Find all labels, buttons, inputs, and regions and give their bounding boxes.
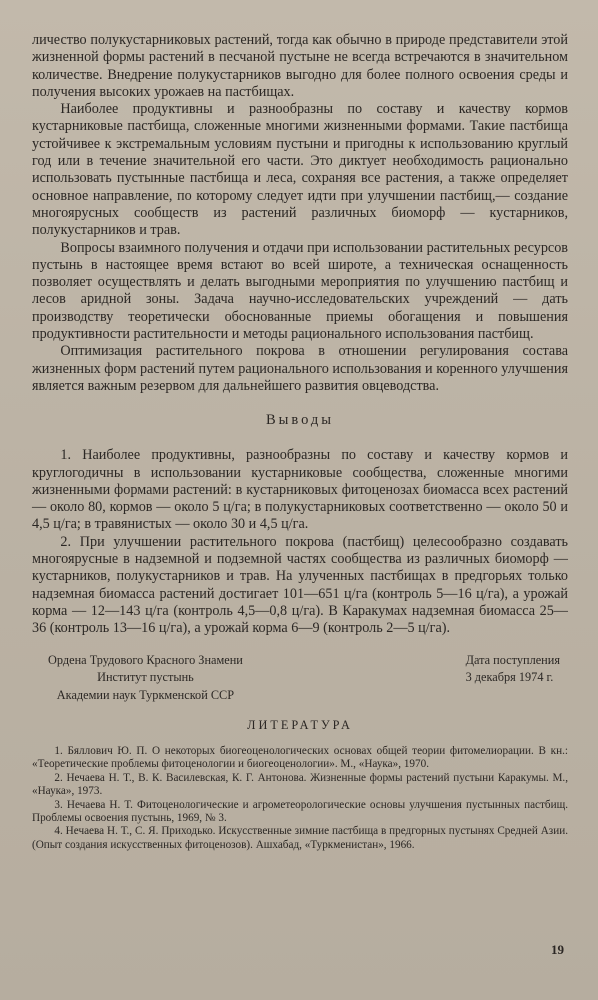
received-line-1: Дата поступления (465, 652, 560, 667)
affiliation-line-2: Институт пустынь (97, 670, 194, 684)
literature-heading: ЛИТЕРАТУРА (247, 718, 353, 732)
reference-4: 4. Нечаева Н. Т., С. Я. Приходько. Искусственные зимние пастбища в предгорных пустынях Средней Азии. (Опыт создания искусственных фитоценозов). Ашхабад, «Туркменистан», 1966. (32, 825, 568, 851)
signature-block (32, 652, 568, 705)
affiliation-line-3: Академии наук Туркменской ССР (56, 687, 235, 702)
body-paragraph-1: личество полукустарниковых растений, тогда как обычно в природе представители этой жизненной формы растений в песчаной пустыне не всегда встречаются в значительном количестве. Внедрение полукустарников выгодно для более полного освоения среды и получения высоких урожаев на пастбищах. (32, 32, 568, 100)
conclusions-heading: Выводы (265, 412, 335, 429)
reference-2: 2. Нечаева Н. Т., В. К. Василевская, К. Г. Антонова. Жизненные формы растений пустыни Каракумы. М., «Наука», 1973. (32, 771, 568, 798)
body-paragraph-2: Наиболее продуктивны и разнообразны по составу и качеству кормов кустарниковые пастбища, сложенные многими жизненными формами. Такие пастбища устойчивее к экстремальным условиям пустыни и пригодны к использованию круглый год или в течение значительной его части. Это диктует необходимость рационально использовать пустынные пастбища и леса, сохраняя все растения, а также определяет основное направление, по которому следует идти при улучшении пастбищ,— создание многоярусных сообществ из растений различных биоморф — кустарников, полукустарников и трав. (32, 101, 568, 239)
reference-3: 3. Нечаева Н. Т. Фитоценологические и агрометеорологические основы улучшения пустынных пастбищ. Проблемы освоения пустынь, 1969, № 3. (32, 798, 568, 825)
conclusion-item-2: 2. При улучшении растительного покрова (пастбищ) целесообразно создавать многоярусные в надземной и подземной частях сообщества из различных биоморф — кустарников, полукустарников и трав. На улученных пастбищах в предгорьях только надземная биомасса растений достигает 101—651 ц/га (контроль 5—16 ц/га), а урожай корма — 12—143 ц/га (контроль 4,5—0,8 ц/га). В Каракумах надземная биомасса 25—36 (контроль 13—16 ц/га), а урожай корма 6—9 (контроль 2—5 ц/га). (32, 533, 568, 637)
affiliation-line-1: Ордена Трудового Красного Знамени (48, 652, 243, 667)
received-line-2: 3 декабря 1974 г. (465, 670, 554, 684)
conclusion-item-1: 1. Наиболее продуктивны, разнообразны по составу и качеству кормов и круглогодичны в использовании кустарниковые сообщества, сложенные многими жизненными формами растений: в кустарниковых фитоценозах биомасса всех растений — около 80, кормов — около 5 ц/га; в полукустарниковых соответственно — около 50 и 4,5 ц/га; в травянистых — около 30 и 4,5 ц/га. (32, 447, 568, 533)
affiliation (32, 652, 243, 705)
reference-1: 1. Бяллович Ю. П. О некоторых биогеоценологических основах общей теории фитомелиорации. В кн.: «Теоретические проблемы фитоценологии и биогеоценологии». М., «Наука», 1970. (32, 745, 568, 771)
received-date (466, 652, 568, 705)
body-paragraph-3: Вопросы взаимного получения и отдачи при использовании растительных ресурсов пустынь в настоящее время встают во всей широте, а техническая оснащенность позволяет осуществлять и делать выгодными мероприятия по улучшению пастбищ и лесов аридной зоны. Задача научно-исследовательских учреждений — дать производству теоретически обоснованные приемы обогащения и повышения продуктивности растительности и методы рационального использования пастбищ. (32, 239, 569, 343)
page-number: 19 (551, 942, 564, 957)
body-paragraph-4: Оптимизация растительного покрова в отношении регулирования состава жизненных форм растений путем рационального использования и коренного улучшения является важным резервом для дальнейшего развития овцеводства. (32, 343, 568, 394)
